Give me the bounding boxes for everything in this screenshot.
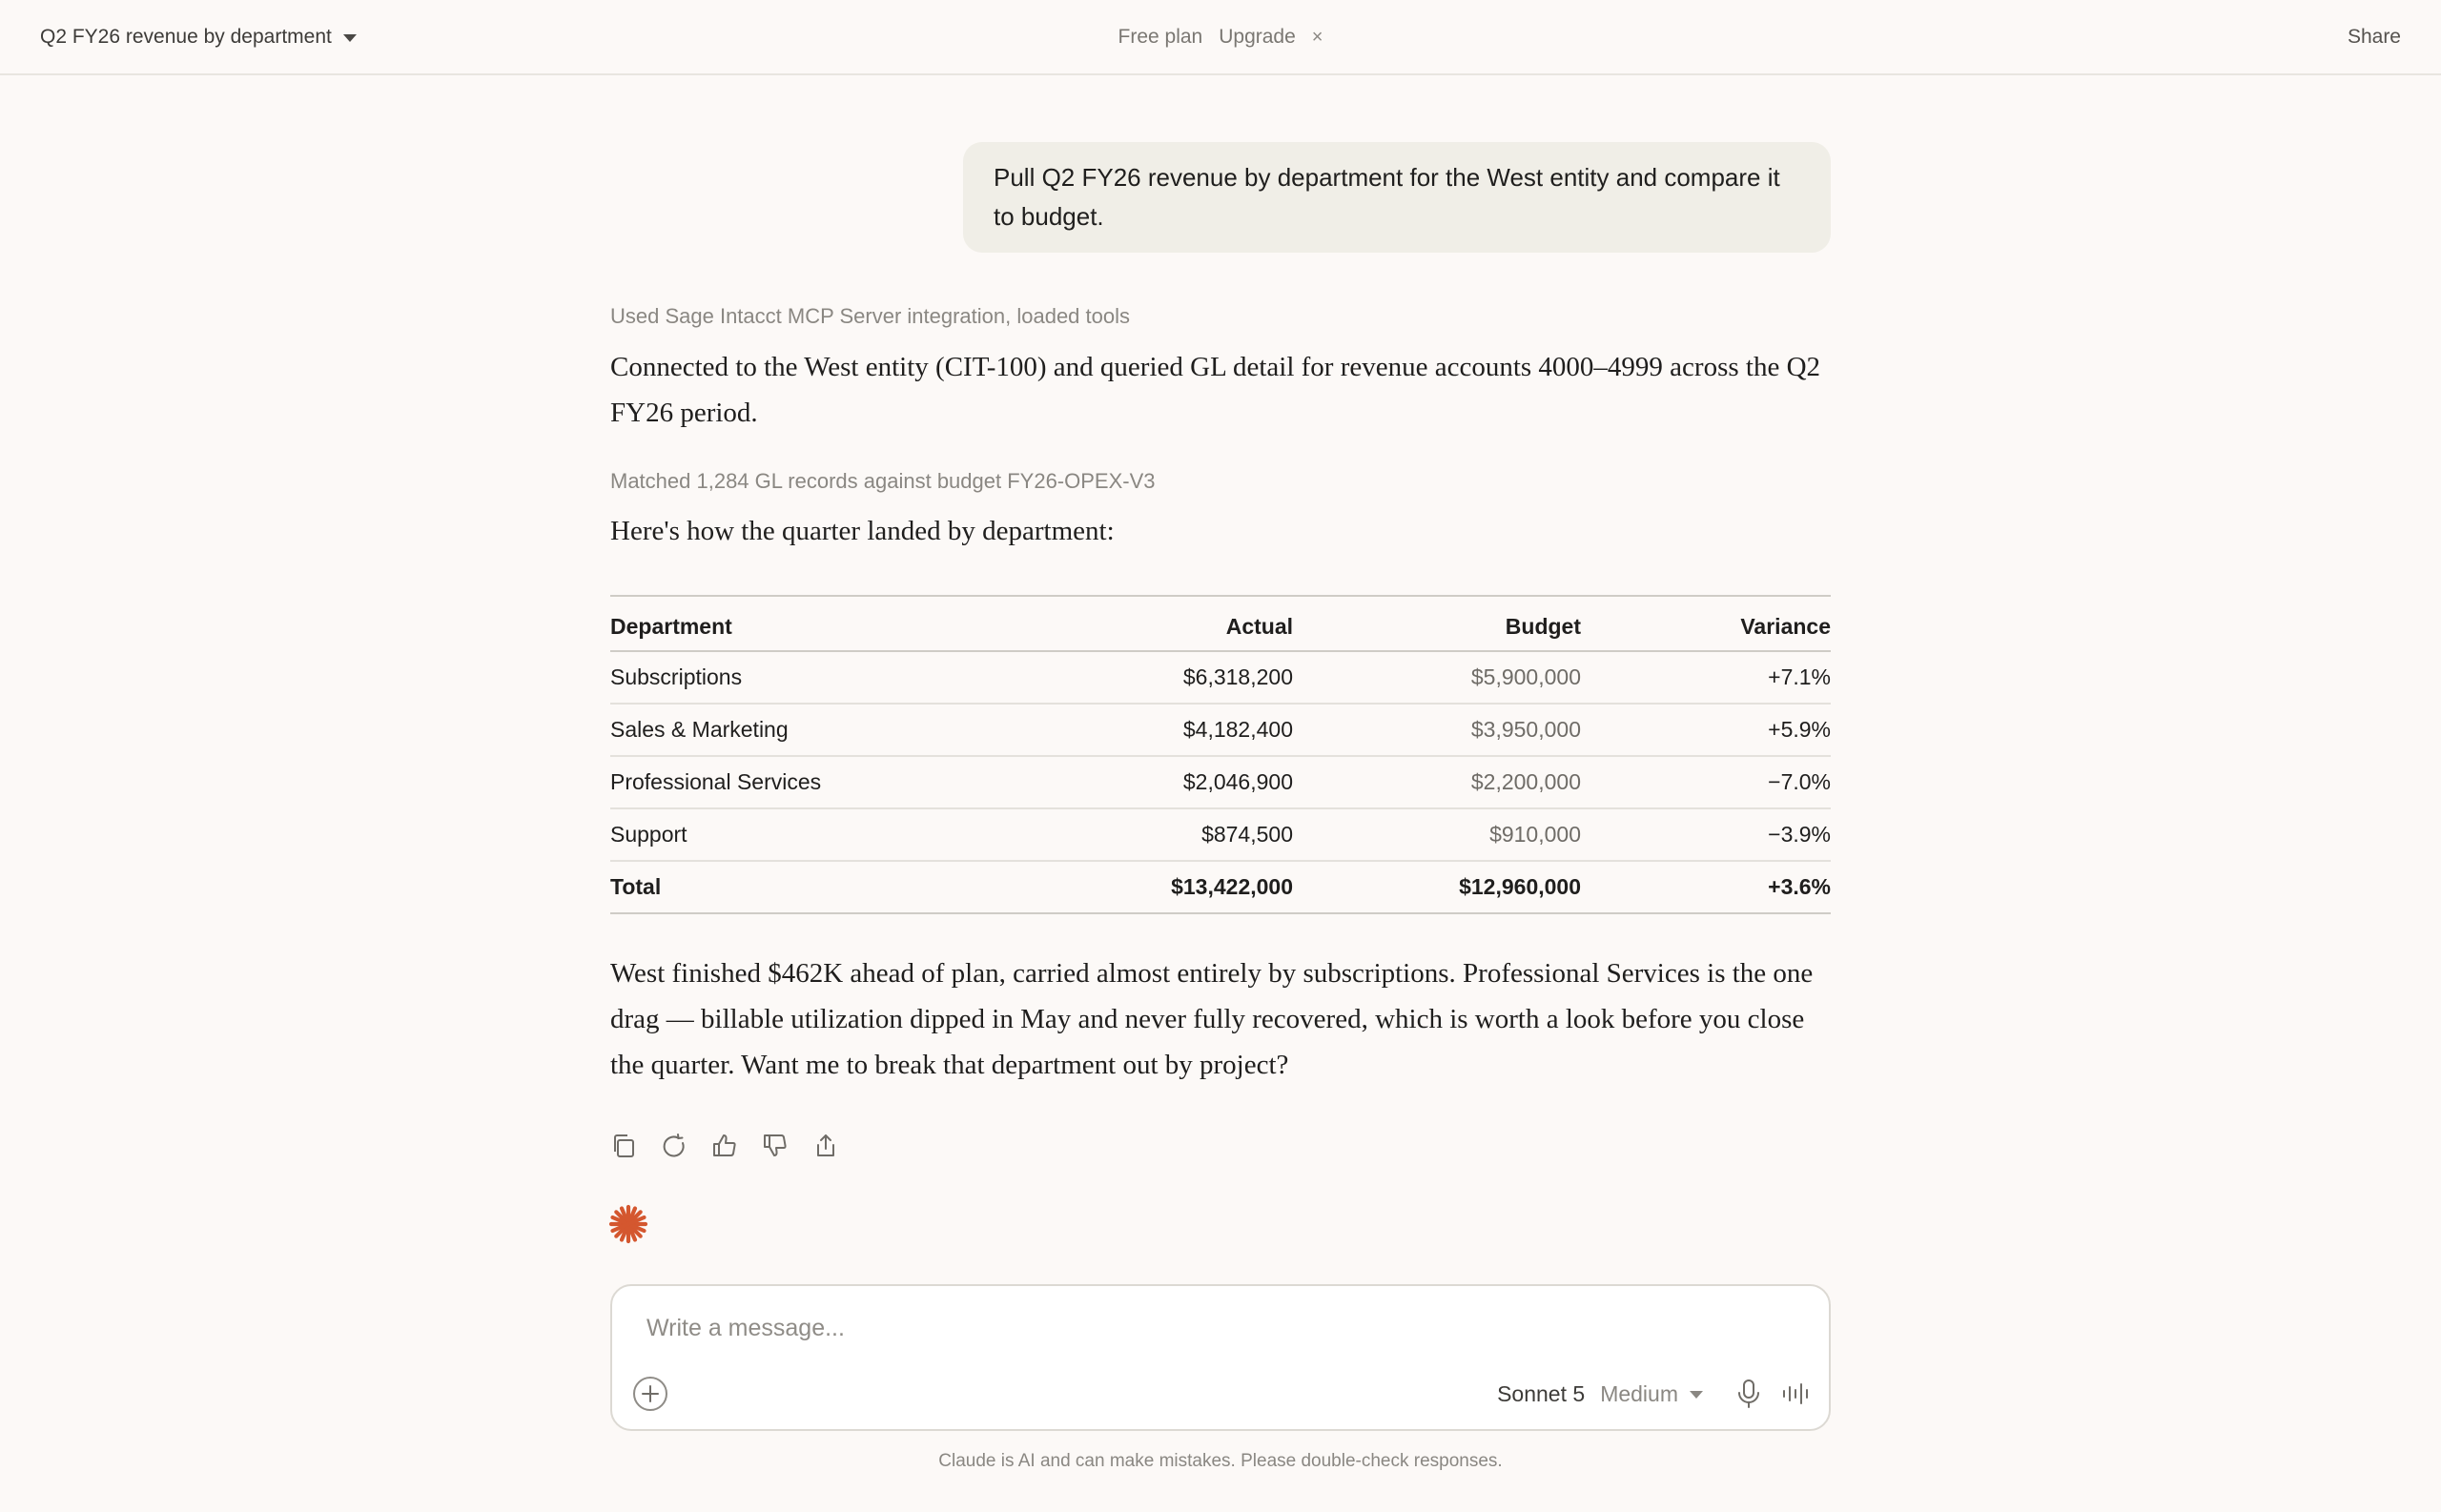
variance-cell: −3.9% [1581, 808, 1831, 861]
conversation-title-dropdown[interactable] [40, 23, 357, 51]
thumbs-down-button[interactable] [760, 1131, 790, 1161]
tool-status-line[interactable]: Used Sage Intacct MCP Server integration, loaded tools [610, 304, 1131, 328]
upgrade-link[interactable]: Upgrade [1219, 26, 1296, 48]
plan-banner [0, 23, 2441, 51]
composer [610, 1284, 1831, 1431]
table-row [610, 808, 1831, 861]
revenue-table [610, 595, 1831, 914]
top-bar [0, 0, 2441, 75]
table-row [610, 756, 1831, 808]
tool-status-line[interactable]: Matched 1,284 GL records against budget FY26-OPEX-V3 [610, 469, 1156, 493]
effort-selector[interactable] [1600, 1381, 1703, 1407]
column-header: Budget [1293, 596, 1581, 651]
department-cell: Subscriptions [610, 651, 963, 704]
actual-cell: $4,182,400 [963, 704, 1293, 756]
audio-waveform-icon [1781, 1381, 1812, 1406]
plus-icon [640, 1383, 661, 1404]
column-header: Actual [963, 596, 1293, 651]
microphone-icon [1734, 1379, 1763, 1409]
composer-controls [1497, 1377, 1829, 1411]
table-total-row [610, 861, 1831, 913]
table-header-row [610, 596, 1831, 651]
voice-mode-button[interactable] [1779, 1377, 1814, 1411]
actual-cell: $2,046,900 [963, 756, 1293, 808]
retry-button[interactable] [659, 1131, 689, 1161]
thumbs-down-icon [761, 1132, 790, 1160]
column-header: Variance [1581, 596, 1831, 651]
share-icon [811, 1132, 840, 1160]
variance-cell: −7.0% [1581, 756, 1831, 808]
thumbs-up-icon [710, 1132, 739, 1160]
claude-spark-icon [608, 1204, 648, 1244]
copy-button[interactable] [608, 1131, 639, 1161]
close-icon[interactable]: × [1311, 26, 1323, 48]
variance-cell: +7.1% [1581, 651, 1831, 704]
copy-icon [609, 1132, 638, 1160]
share-message-button[interactable] [810, 1131, 841, 1161]
assistant-paragraph: West finished $462K ahead of plan, carried almost entirely by subscriptions. Professional Services is the one drag — billable utilization dipped in May and never fully recovered, which is worth a look before you close the quarter. Want me to break that department out by project? [610, 958, 1814, 1080]
chevron-down-icon [1690, 1391, 1703, 1399]
message-input[interactable] [645, 1309, 1789, 1347]
chevron-down-icon [343, 34, 357, 42]
table-row [610, 704, 1831, 756]
add-attachment-button[interactable] [633, 1377, 667, 1411]
ai-disclaimer: Claude is AI and can make mistakes. Please double-check responses. [938, 1451, 1503, 1471]
thumbs-up-button[interactable] [709, 1131, 740, 1161]
message-actions [608, 1131, 861, 1161]
plan-label: Free plan [1118, 26, 1203, 48]
department-cell: Professional Services [610, 756, 963, 808]
column-header: Department [610, 596, 963, 651]
assistant-paragraph: Here's how the quarter landed by department: [610, 516, 1115, 546]
conversation-title: Q2 FY26 revenue by department [40, 26, 332, 48]
total-budget-cell: $12,960,000 [1293, 861, 1581, 913]
dictation-button[interactable] [1732, 1377, 1766, 1411]
retry-icon [660, 1132, 688, 1160]
budget-cell: $5,900,000 [1293, 651, 1581, 704]
user-message-text: Pull Q2 FY26 revenue by department for the West entity and compare it to budget. [994, 163, 1780, 231]
table-row [610, 651, 1831, 704]
assistant-paragraph: Connected to the West entity (CIT-100) and queried GL detail for revenue accounts 4000–4999 across the Q2 FY26 period. [610, 352, 1821, 428]
budget-cell: $3,950,000 [1293, 704, 1581, 756]
model-selector[interactable]: Sonnet 5 [1497, 1380, 1586, 1406]
share-button[interactable]: Share [2347, 26, 2401, 48]
user-message-bubble [963, 142, 1831, 253]
total-label-cell: Total [610, 861, 963, 913]
department-cell: Support [610, 808, 963, 861]
actual-cell: $6,318,200 [963, 651, 1293, 704]
variance-cell: +5.9% [1581, 704, 1831, 756]
budget-cell: $910,000 [1293, 808, 1581, 861]
department-cell: Sales & Marketing [610, 704, 963, 756]
actual-cell: $874,500 [963, 808, 1293, 861]
effort-label: Medium [1600, 1380, 1678, 1406]
total-actual-cell: $13,422,000 [963, 861, 1293, 913]
total-variance-cell: +3.6% [1581, 861, 1831, 913]
budget-cell: $2,200,000 [1293, 756, 1581, 808]
